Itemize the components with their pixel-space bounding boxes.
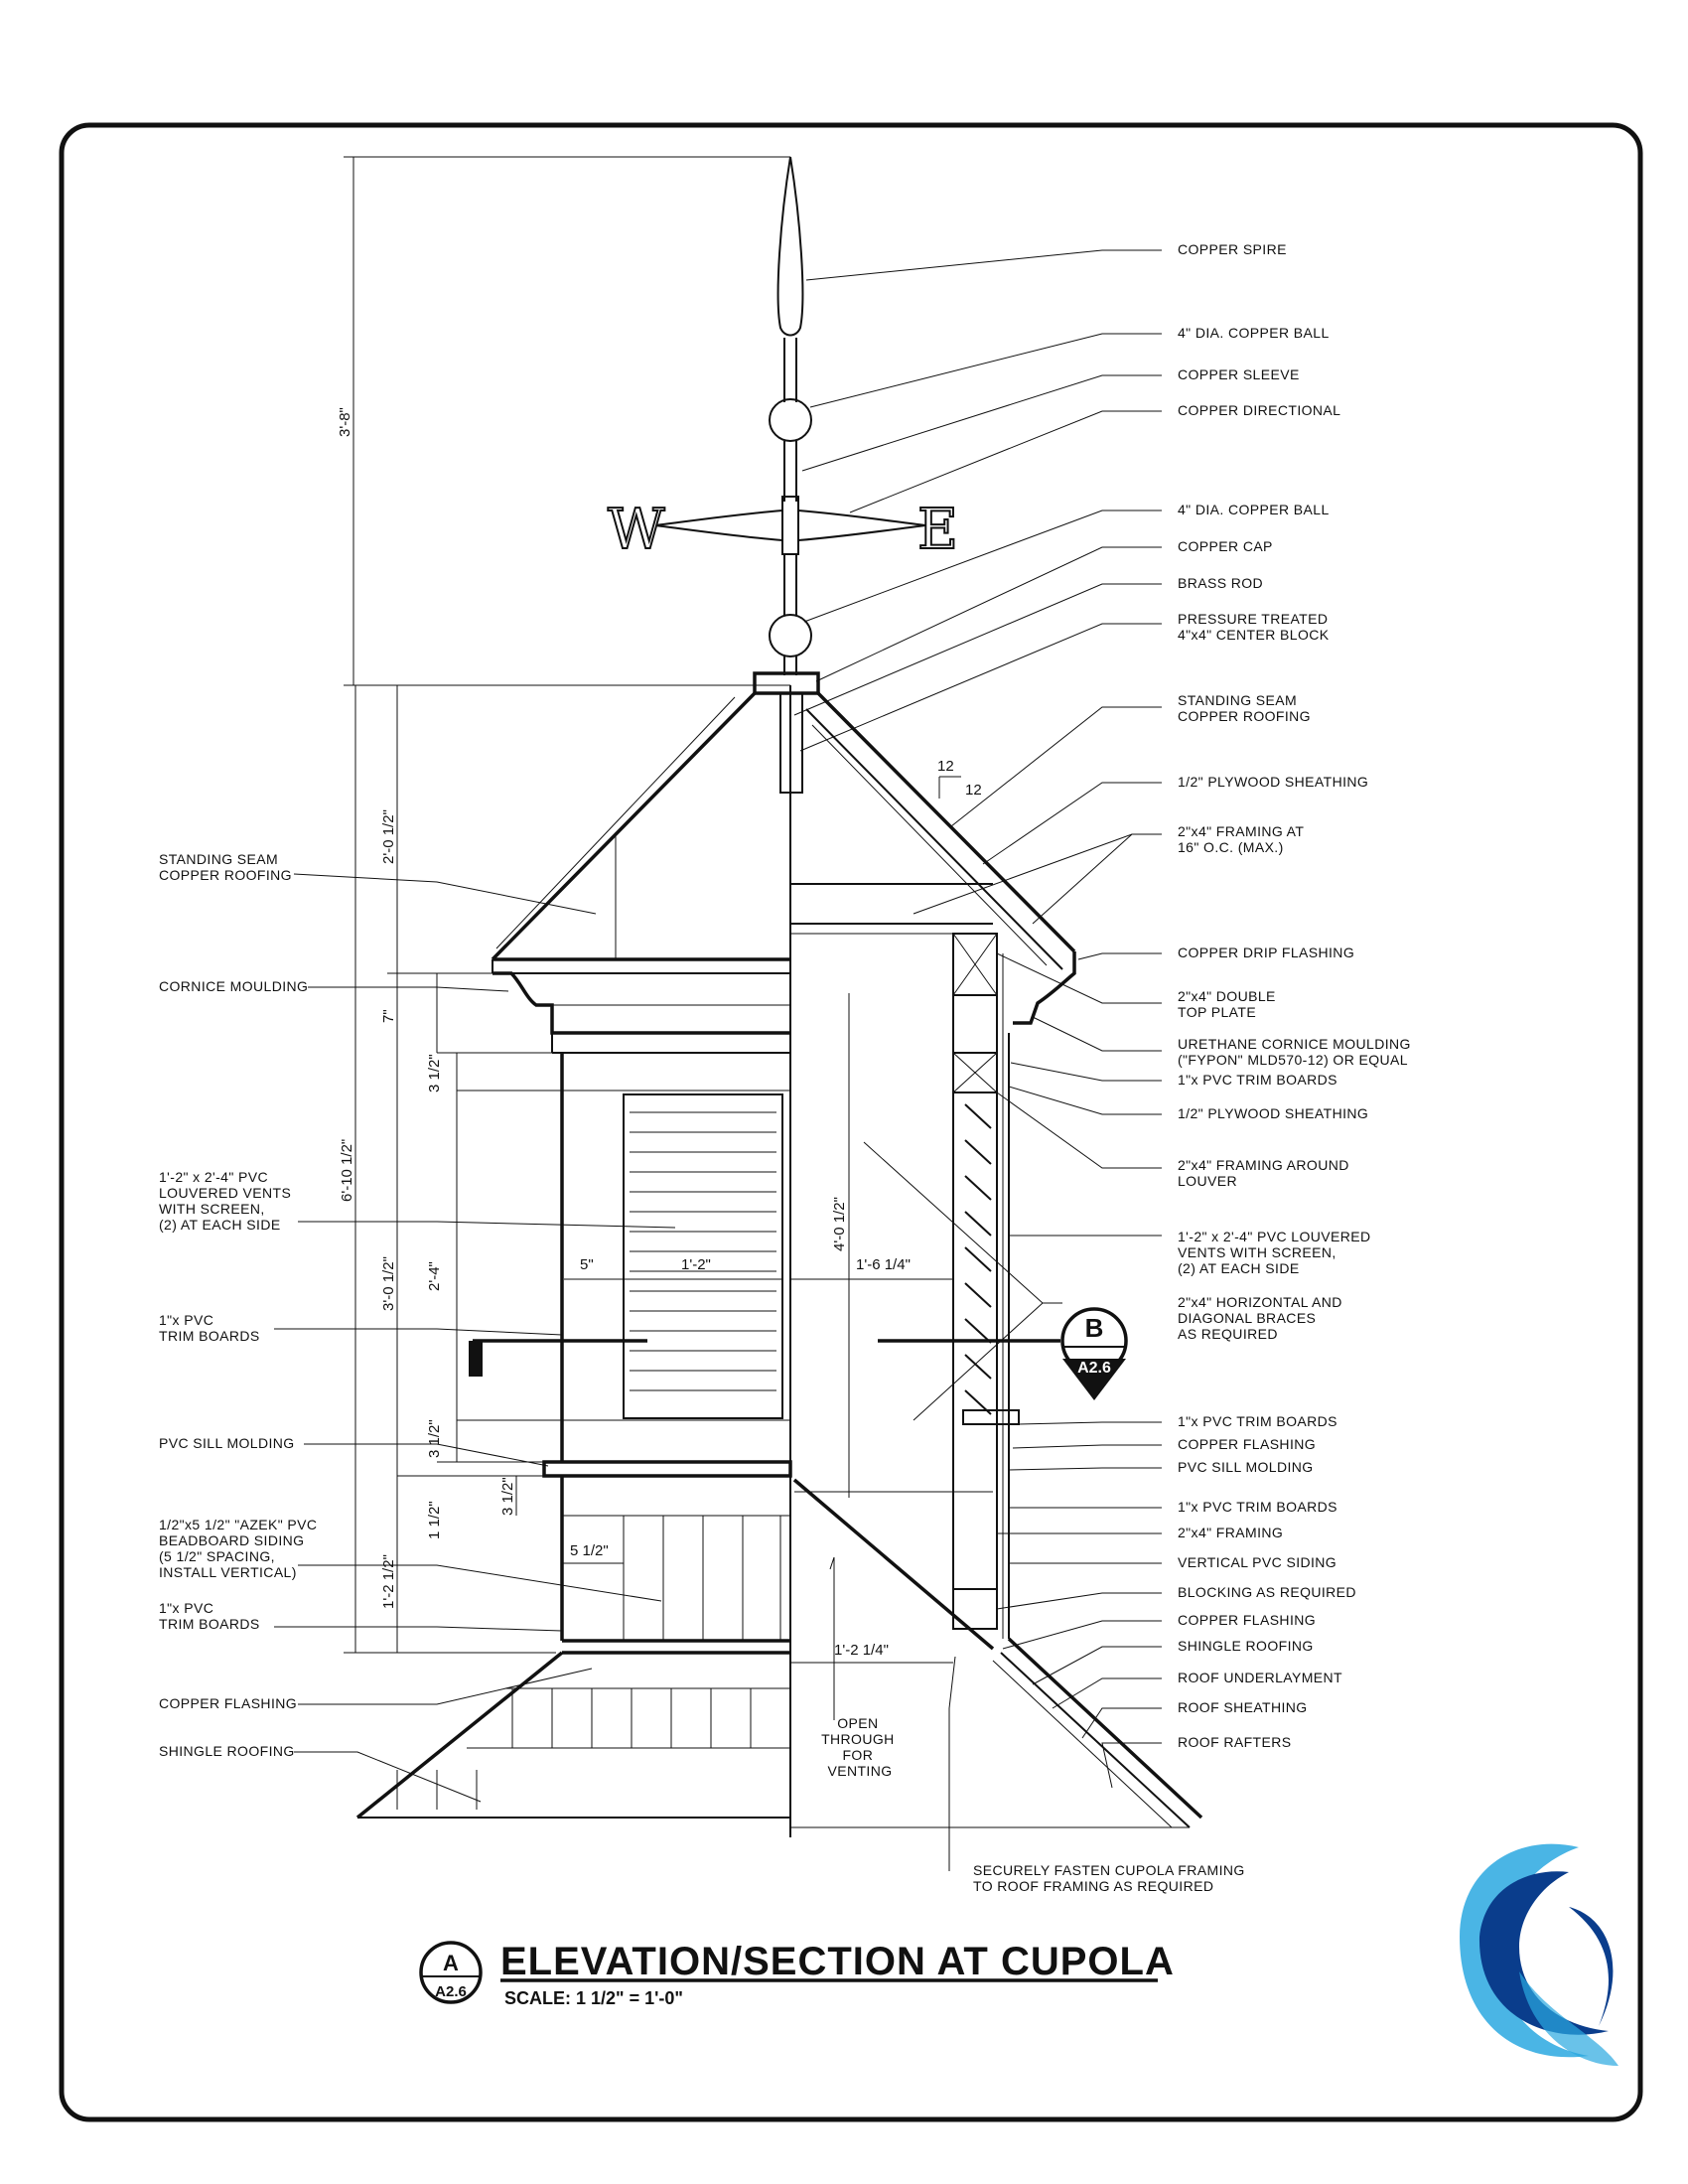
svg-text:1/2" PLYWOOD SHEATHING [1178, 774, 1368, 790]
callout-louvered-vents-l-l1: 1'-2" x 2'-4" PVC [159, 1169, 269, 1185]
section-marker-letter: B [1084, 1313, 1104, 1343]
svg-text:OPEN THROUGH FOR [821, 1715, 899, 1779]
cupola-base [357, 1476, 790, 1818]
dim-roof-height: 2'-0 1/2" [380, 809, 397, 864]
svg-text:COPPER FLASHING [1178, 1436, 1316, 1452]
callout-center-block-l1: PRESSURE TREATED [1178, 611, 1329, 627]
callout-pvc-sill-r: PVC SILL MOLDING [1178, 1459, 1314, 1475]
callout-pvc-trim-l-lower-l1: 1"x PVC [159, 1600, 214, 1616]
drawing-title: ELEVATION/SECTION AT CUPOLA [500, 1940, 1175, 1983]
svg-text:COPPER CAP [1178, 538, 1273, 554]
callouts-right [1178, 241, 1415, 1750]
callout-pvc-trim-l-upper-l1: 1"x PVC [159, 1312, 214, 1328]
callout-open-venting-l3: FOR [842, 1747, 874, 1763]
svg-text:STANDING SEAM COPPER ROO [159, 851, 292, 883]
dim-pitch-run: 12 [965, 782, 982, 799]
louver-body [469, 1053, 790, 1476]
callout-framing-louver-l1: 2"x4" FRAMING AROUND [1178, 1157, 1349, 1173]
svg-text:SECURELY FASTEN CUPOLA FRAMING [973, 1862, 1249, 1894]
callout-cornice-moulding: CORNICE MOULDING [159, 978, 309, 994]
callout-standing-seam-l-l1: STANDING SEAM [159, 851, 279, 867]
callout-urethane-cornice-l2: ("FYPON" MLD570-12) OR EQUAL [1178, 1052, 1408, 1068]
svg-text:BRASS ROD [1178, 575, 1263, 591]
svg-text:STANDING SEAM COPPER ROO [1178, 692, 1311, 724]
callout-standing-seam-r-l2: COPPER ROOFING [1178, 708, 1311, 724]
copper-sleeve [782, 497, 798, 554]
section-marker-sheet: A2.6 [1077, 1360, 1111, 1377]
callout-pvc-trim-lower: 1"x PVC TRIM BOARDS [1178, 1499, 1337, 1515]
callout-blocking: BLOCKING AS REQUIRED [1178, 1584, 1356, 1600]
dim-base-sub: 1 1/2" [426, 1501, 443, 1539]
callout-braces-l1: 2"x4" HORIZONTAL AND [1178, 1294, 1342, 1310]
drawing-scale: SCALE: 1 1/2" = 1'-0" [504, 1988, 683, 2008]
svg-text:1"x PVC TRIM BOARDS [1178, 1072, 1337, 1088]
callout-louvered-vents-l-l4: (2) AT EACH SIDE [159, 1217, 281, 1233]
callout-louvered-vents-l-l2: LOUVERED VENTS [159, 1185, 292, 1201]
callout-copper-cap: COPPER CAP [1178, 538, 1273, 554]
directional-arm-west [655, 510, 782, 540]
svg-text:1'-2" x 2'-4" PVC LOUVER [159, 1169, 295, 1233]
callout-plywood-sheathing-lower: 1/2" PLYWOOD SHEATHING [1178, 1105, 1369, 1121]
callouts-left [159, 851, 322, 1759]
callout-double-top-plate-l2: TOP PLATE [1178, 1004, 1257, 1020]
title-marker-sheet: A2.6 [435, 1983, 467, 2000]
svg-text:PVC SILL MOLDING [159, 1435, 295, 1451]
callout-double-top-plate-l1: 2"x4" DOUBLE [1178, 988, 1276, 1004]
callout-copper-sleeve: COPPER SLEEVE [1178, 366, 1300, 382]
callout-framing-louver-l2: LOUVER [1178, 1173, 1237, 1189]
dim-trim-top: 3 1/2" [426, 1054, 443, 1092]
svg-text:VERTICAL PVC SIDING [1178, 1554, 1336, 1570]
callout-roof-sheathing: ROOF SHEATHING [1178, 1699, 1308, 1715]
louver-section-slats [965, 1104, 991, 1414]
directional-arm-east [798, 510, 925, 540]
callout-shingle-roofing-l: SHINGLE ROOFING [159, 1743, 295, 1759]
svg-text:COPPER DRIP FLASHING [1178, 945, 1354, 960]
svg-text:COPPER DIRECTIONAL [1178, 402, 1340, 418]
callout-braces-l3: AS REQUIRED [1178, 1326, 1278, 1342]
svg-text:COPPER FLASHING [1178, 1612, 1316, 1628]
dim-overall-body: 6'-10 1/2" [339, 1138, 355, 1202]
dim-louver-height: 2'-4" [426, 1261, 443, 1291]
callout-framing-16oc-l2: 16" O.C. (MAX.) [1178, 839, 1284, 855]
callout-pvc-trim-mid: 1"x PVC TRIM BOARDS [1178, 1413, 1337, 1429]
svg-text:2"x4" FRAMING [1178, 1525, 1283, 1540]
dim-side-offset: 5" [580, 1256, 594, 1273]
callout-copper-ball-lower: 4" DIA. COPPER BALL [1178, 502, 1330, 517]
callout-open-venting-l1: OPEN [837, 1715, 879, 1731]
callout-beadboard-l3: (5 1/2" SPACING, [159, 1548, 275, 1564]
callout-copper-flashing-mid: COPPER FLASHING [1178, 1436, 1317, 1452]
svg-text:1"x PVC TRIM BOARDS [1178, 1413, 1337, 1429]
svg-text:COPPER SPIRE [1178, 241, 1287, 257]
callout-louvered-vents-l-l3: WITH SCREEN, [159, 1201, 265, 1217]
svg-text:1/2"x5 1/2" "AZEK" PVC B [159, 1517, 322, 1580]
callout-copper-spire: COPPER SPIRE [1178, 241, 1287, 257]
dim-louver-width: 1'-2" [681, 1256, 711, 1273]
sill-molding [544, 1462, 790, 1476]
callout-fasten-l1: SECURELY FASTEN CUPOLA FRAMING [973, 1862, 1245, 1878]
svg-text:ROOF UNDERLAYMENT [1178, 1670, 1342, 1685]
svg-text:4" DIA. COPPER BALL [1178, 502, 1330, 517]
svg-text:PVC SILL MOLDING [1178, 1459, 1314, 1475]
dim-trim-bottom: 3 1/2" [426, 1419, 443, 1458]
callout-open-venting-l2: THROUGH [821, 1731, 895, 1747]
copper-cap [755, 673, 818, 693]
svg-text:ROOF SHEATHING [1178, 1699, 1308, 1715]
callout-louvered-vents-r-l1: 1'-2" x 2'-4" PVC LOUVERED [1178, 1229, 1371, 1244]
callout-plywood-sheathing-upper: 1/2" PLYWOOD SHEATHING [1178, 774, 1369, 790]
copper-spire [778, 157, 803, 336]
callout-copper-drip-flashing: COPPER DRIP FLASHING [1178, 945, 1355, 960]
svg-text:ROOF RAFTERS [1178, 1734, 1291, 1750]
callout-center-block-l2: 4"x4" CENTER BLOCK [1178, 627, 1330, 643]
callout-roof-rafters: ROOF RAFTERS [1178, 1734, 1292, 1750]
callout-copper-directional: COPPER DIRECTIONAL [1178, 402, 1341, 418]
svg-text:1"x PVC TRIM BOARDS [1178, 1499, 1337, 1515]
callout-beadboard-l4: INSTALL VERTICAL) [159, 1564, 297, 1580]
callout-louvered-vents-r-l3: (2) AT EACH SIDE [1178, 1260, 1300, 1276]
louver-slats [630, 1112, 776, 1390]
compass-east: E [917, 498, 958, 562]
svg-text:1/2" PLYWOOD SHEATHING [1178, 1105, 1368, 1121]
svg-text:URETHANE CORNICE MOULDING [1178, 1036, 1415, 1068]
dim-base-height: 1'-2 1/2" [380, 1554, 397, 1609]
svg-text:CORNICE MOULDING [159, 978, 308, 994]
title-block [421, 1940, 1175, 2008]
dim-louver-section: 3'-0 1/2" [380, 1256, 397, 1311]
svg-text:SHINGLE ROOFING [159, 1743, 295, 1759]
dim-bead-spacing: 5 1/2" [570, 1542, 609, 1559]
dim-base-half: 1'-2 1/4" [834, 1642, 889, 1659]
svg-text:SHINGLE ROOFING [1178, 1638, 1314, 1654]
sheet-border [62, 125, 1640, 2119]
svg-text:4" DIA. COPPER BALL [1178, 325, 1330, 341]
roof-slope-right [794, 1480, 993, 1649]
callout-standing-seam-l-l2: COPPER ROOFING [159, 867, 292, 883]
dim-inner-height: 4'-0 1/2" [831, 1197, 848, 1251]
svg-text:1"x PVC TRIM BOARDS [159, 1600, 260, 1632]
svg-text:COPPER SLEEVE [1178, 366, 1300, 382]
dim-pitch-rise: 12 [937, 758, 954, 775]
spire-assembly [608, 157, 958, 675]
callout-beadboard-l2: BEADBOARD SIDING [159, 1532, 305, 1548]
callout-braces-l2: DIAGONAL BRACES [1178, 1310, 1317, 1326]
callout-roof-underlayment: ROOF UNDERLAYMENT [1178, 1670, 1342, 1685]
svg-text:BLOCKING AS REQUIRED [1178, 1584, 1356, 1600]
callout-copper-flashing-lower: COPPER FLASHING [1178, 1612, 1317, 1628]
callout-copper-ball-upper: 4" DIA. COPPER BALL [1178, 325, 1330, 341]
callout-pvc-trim-upper: 1"x PVC TRIM BOARDS [1178, 1072, 1337, 1088]
callout-beadboard-l1: 1/2"x5 1/2" "AZEK" PVC [159, 1517, 318, 1532]
dim-overall-spire: 3'-8" [337, 407, 353, 437]
svg-text:PRESSURE TREATED 4"x4" C [1178, 611, 1333, 643]
callout-framing-16oc-l1: 2"x4" FRAMING AT [1178, 823, 1305, 839]
callout-pvc-sill-l: PVC SILL MOLDING [159, 1435, 295, 1451]
svg-text:2"x4" HORIZONTAL AND DIA [1178, 1294, 1346, 1342]
callout-copper-flashing-l: COPPER FLASHING [159, 1695, 298, 1711]
cornice [492, 951, 1074, 1053]
callout-open-venting-l4: VENTING [827, 1763, 893, 1779]
callout-pvc-trim-l-upper-l2: TRIM BOARDS [159, 1328, 260, 1344]
svg-text:COPPER FLASHING [159, 1695, 297, 1711]
svg-text:1"x PVC TRIM BOARDS [159, 1312, 260, 1344]
beadboard [624, 1516, 780, 1641]
callout-shingle-roofing-r: SHINGLE ROOFING [1178, 1638, 1314, 1654]
callout-pvc-trim-l-lower-l2: TRIM BOARDS [159, 1616, 260, 1632]
callout-standing-seam-r-l1: STANDING SEAM [1178, 692, 1298, 708]
section-right [790, 884, 1201, 1827]
dim-cornice: 7" [380, 1009, 397, 1023]
svg-text:2"x4" FRAMING AROUND LOU [1178, 1157, 1353, 1189]
svg-text:2"x4" FRAMING AT 16" O.C [1178, 823, 1308, 855]
callout-urethane-cornice-l1: URETHANE CORNICE MOULDING [1178, 1036, 1411, 1052]
dim-half-width: 1'-6 1/4" [856, 1256, 911, 1273]
title-marker-letter: A [443, 1951, 459, 1975]
section-marker-b [1009, 1309, 1126, 1400]
callout-louvered-vents-r-l2: VENTS WITH SCREEN, [1178, 1244, 1336, 1260]
company-logo [1460, 1844, 1618, 2066]
copper-ball-upper [770, 399, 811, 441]
svg-text:2"x4" DOUBLE TOP PLATE [1178, 988, 1280, 1020]
dim-sill: 3 1/2" [499, 1477, 516, 1516]
callout-2x4-framing: 2"x4" FRAMING [1178, 1525, 1284, 1540]
callout-vertical-pvc-siding: VERTICAL PVC SIDING [1178, 1554, 1337, 1570]
compass-west: W [608, 498, 665, 562]
callout-brass-rod: BRASS ROD [1178, 575, 1264, 591]
callout-fasten-l2: TO ROOF FRAMING AS REQUIRED [973, 1878, 1214, 1894]
svg-text:1'-2" x 2'-4" PVC LOUVERED [1178, 1229, 1375, 1276]
